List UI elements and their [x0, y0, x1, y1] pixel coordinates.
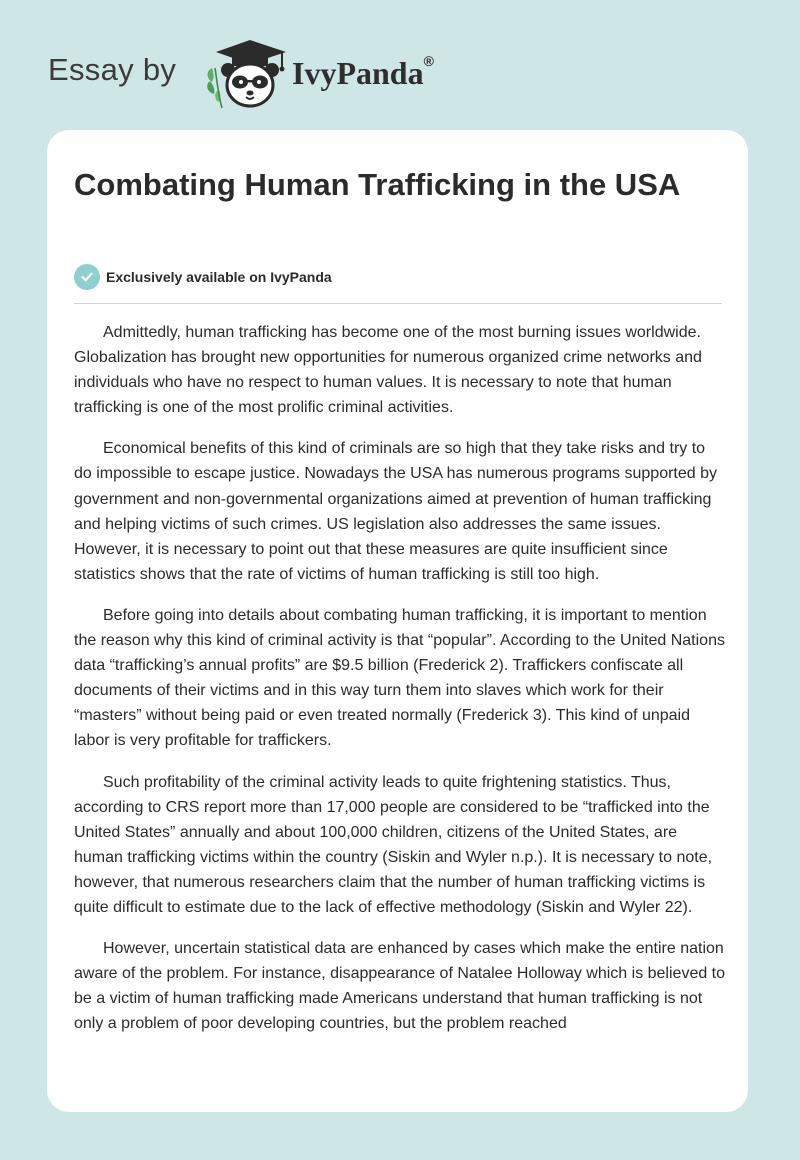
exclusive-badge-label: Exclusively available on IvyPanda [106, 269, 332, 285]
paragraph: However, uncertain statistical data are enhanced by cases which make the entire nation aware of the problem. For instance, disappearance of Natalee Holloway which is believed to be a victim of human trafficking made Americans understand that human trafficking is not only a problem of poor developing countries, but the problem reached [74, 940, 726, 1033]
paragraph: Admittedly, human trafficking has become one of the most burning issues worldwide. Globalization has brought new opportunities for numerous organized crime networks and individuals who have no respect to human values. It is necessary to note that human trafficking is one of the most prolific criminal activities. [74, 324, 702, 417]
exclusive-badge [74, 264, 332, 290]
essay-by-label: Essay by [48, 52, 177, 87]
ivy-leaf-icon [207, 68, 222, 108]
paragraph: Such profitability of the criminal activity leads to quite frightening statistics. Thus, according to CRS report more than 17,000 people are considered to be “trafficked into the United States” annually and about 100,000 children, citizens of the United States, are human trafficking victims within the country (Siskin and Wyler n.p.). It is necessary to note, however, that numerous researchers claim that the number of human trafficking victims is quite difficult to estimate due to the lack of effective methodology (Siskin and Wyler 22). [74, 773, 713, 916]
essay-title: Combating Human Trafficking in the USA [74, 167, 681, 202]
registered-mark: ® [423, 53, 434, 69]
essay-body [74, 320, 726, 1052]
essay-card [47, 130, 748, 1112]
panda-logo-icon[interactable] [202, 38, 288, 110]
paragraph: Economical benefits of this kind of criminals are so high that they take risks and try to do impossible to escape justice. Nowadays the USA has numerous programs supported by government and non-governmental organizations aimed at prevention of human trafficking and helping victims of such crimes. US legislation also addresses the same issues. However, it is necessary to point out that these measures are quite insufficient since statistics shows that the rate of victims of human trafficking is still too high. [74, 440, 718, 583]
brand-name[interactable] [292, 55, 434, 92]
site-header [0, 0, 800, 130]
check-circle-icon [74, 264, 100, 290]
brand-name-text: IvyPanda [292, 55, 424, 91]
title-divider [74, 303, 722, 304]
paragraph: Before going into details about combating human trafficking, it is important to mention the reason why this kind of criminal activity is that “popular”. According to the United Nations data “trafficking’s annual profits” are $9.5 billion (Frederick 2). Traffickers confiscate all documents of their victims and in this way turn them into slaves which work for their “masters” without being paid or even treated normally (Frederick 3). This kind of unpaid labor is very profitable for traffickers. [74, 606, 725, 750]
